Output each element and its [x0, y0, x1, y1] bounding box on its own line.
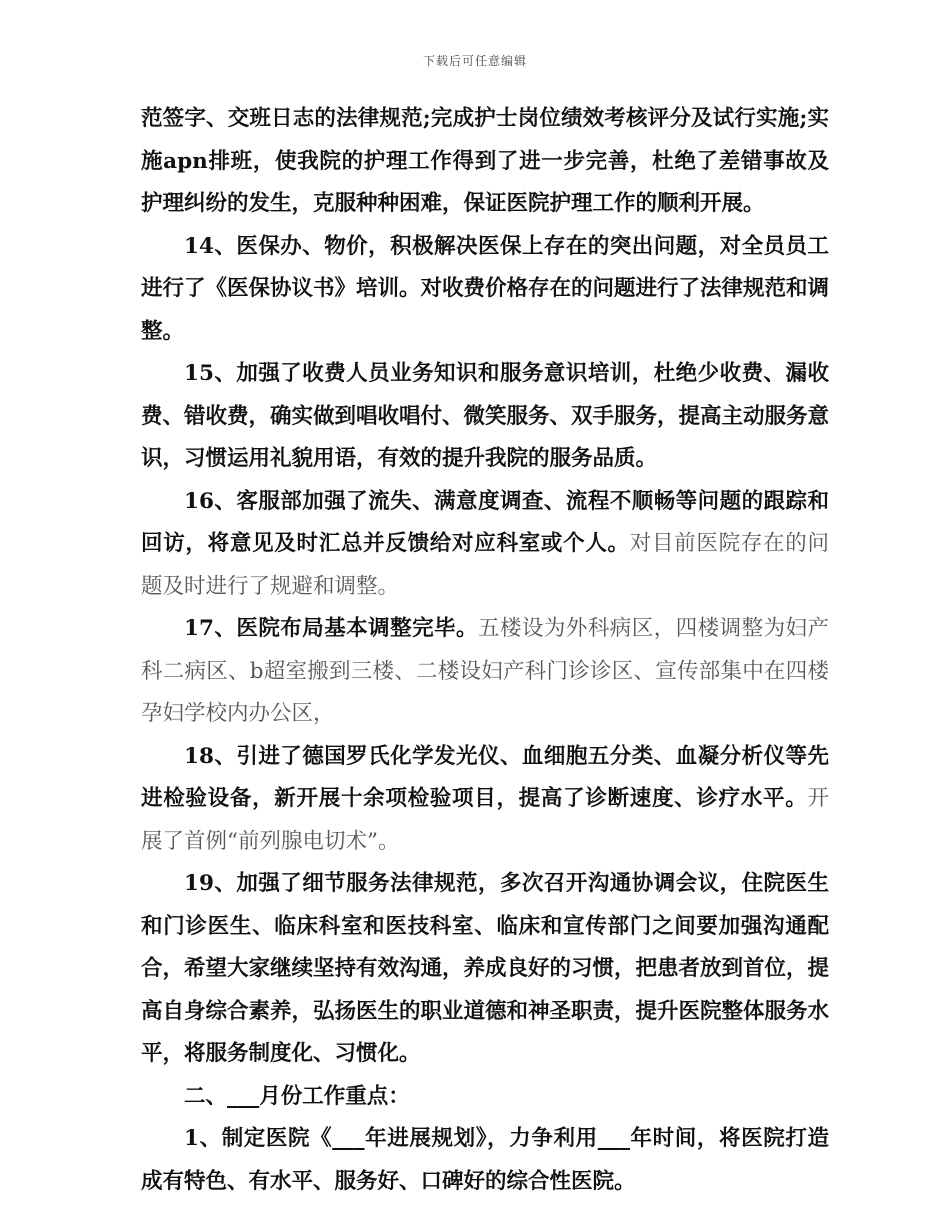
- paragraph-item-16: [141, 481, 829, 609]
- paragraph-item-14: [141, 226, 829, 354]
- work-item-1: [141, 1118, 829, 1203]
- paragraph-text: 16、客服部加强了流失、满意度调查、流程不顺畅等问题的跟踪和回访，将意见及时汇总并反馈给对应科室或个人。: [141, 488, 829, 556]
- paragraph-text: 19、加强了细节服务法律规范，多次召开沟通协调会议，住院医生和门诊医生、临床科室和医技科室、临床和宣传部门之间要加强沟通配合，希望大家继续坚持有效沟通，养成良好的习惯，把患者放到首位，提高自身综合素养，弘扬医生的职业道德和神圣职责，提升医院整体服务水平，将服务制度化、习惯化。: [141, 871, 830, 1066]
- section-heading-text: 二、___月份工作重点：: [184, 1083, 410, 1109]
- paragraph-text: 1、制定医院《___年进展规划》，力争利用___年时间，将医院打造成有特色、有水平、服务好、口碑好的综合性医院。: [141, 1126, 829, 1194]
- paragraph-item-15: [141, 353, 829, 481]
- paragraph-text: 17、医院布局基本调整完毕。: [184, 616, 478, 641]
- paragraph-continuation: [141, 98, 829, 226]
- paragraph-item-17: [141, 608, 829, 736]
- paragraph-light-text: 对目前医院存在的问题及时进行了规避和调整。: [141, 531, 829, 599]
- paragraph-text: 范签字、交班日志的法律规范;完成护士岗位绩效考核评分及试行实施;实施apn排班，使我院的护理工作得到了进一步完善，杜绝了差错事故及护理纠纷的发生，克服种种困难，保证医院护理工作的顺利开展。: [141, 106, 829, 216]
- paragraph-text: 14、医保办、物价，积极解决医保上存在的突出问题，对全员员工进行了《医保协议书》培训。对收费价格存在的问题进行了法律规范和调整。: [141, 233, 830, 344]
- paragraph-item-19: [141, 863, 829, 1076]
- page-header: 下载后可任意编辑: [422, 54, 527, 68]
- paragraph-text: 18、引进了德国罗氏化学发光仪、血细胞五分类、血凝分析仪等先进检验设备，新开展十余项检验项目，提高了诊断速度、诊疗水平。: [141, 743, 829, 811]
- paragraph-light-text: 开展了首例“前列腺电切术”。: [141, 786, 829, 854]
- paragraph-text: 15、加强了收费人员业务知识和服务意识培训，杜绝少收费、漏收费、错收费，确实做到唱收唱付、微笑服务、双手服务，提高主动服务意识，习惯运用礼貌用语，有效的提升我院的服务品质。: [141, 361, 830, 471]
- document-body: [141, 98, 829, 1203]
- section-heading: [141, 1076, 829, 1119]
- paragraph-light-text: 五楼设为外科病区，四楼调整为妇产科二病区、b超室搬到三楼、二楼设妇产科门诊诊区、宣传部集中在四楼孕妇学校内办公区，: [141, 616, 829, 726]
- paragraph-item-18: [141, 736, 829, 864]
